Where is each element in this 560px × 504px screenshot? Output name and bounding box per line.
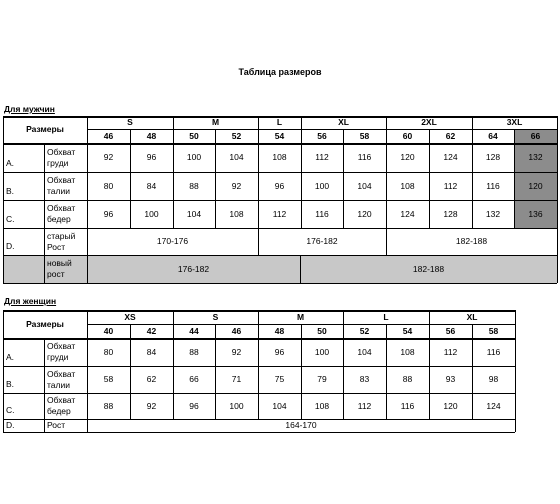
measurement-value: 116 bbox=[400, 400, 415, 411]
size-number: 62 bbox=[445, 130, 456, 141]
measurement-value: 66 bbox=[189, 374, 199, 385]
measurement-value: 124 bbox=[486, 400, 501, 411]
grid-line bbox=[87, 129, 557, 130]
size-group-s: S bbox=[212, 311, 219, 322]
measurement-value: 108 bbox=[400, 346, 415, 357]
size-group-s: S bbox=[127, 117, 133, 128]
measurement-value: 75 bbox=[274, 374, 285, 385]
measurement-value: 104 bbox=[357, 346, 372, 357]
row-label: старый Рост bbox=[47, 230, 76, 252]
size-group-xl: XL bbox=[338, 117, 349, 128]
row-letter: C. bbox=[6, 405, 15, 416]
measurement-value: 79 bbox=[317, 374, 327, 385]
grid-line bbox=[3, 393, 515, 394]
measurement-value: 116 bbox=[486, 180, 500, 191]
measurement-value: 100 bbox=[144, 208, 159, 219]
row-label: Обхват груди bbox=[47, 146, 76, 168]
height-range: 182-188 bbox=[455, 236, 488, 247]
measurement-value: 96 bbox=[189, 400, 199, 411]
height-range: 176-182 bbox=[177, 263, 210, 274]
grid-line bbox=[3, 310, 4, 432]
size-number: 42 bbox=[146, 325, 157, 336]
grid-line bbox=[301, 116, 302, 129]
measurement-value: 112 bbox=[443, 346, 458, 357]
grid-line bbox=[3, 419, 515, 420]
size-number: 58 bbox=[359, 130, 370, 141]
height-range: 182-188 bbox=[412, 263, 445, 274]
grid-line bbox=[429, 129, 430, 228]
row-letter: B. bbox=[6, 379, 15, 390]
grid-line bbox=[515, 310, 516, 432]
measurement-value: 100 bbox=[314, 346, 330, 357]
measurement-value: 116 bbox=[357, 152, 372, 163]
men-section-label: Для мужчин bbox=[4, 104, 55, 114]
measurement-value: 92 bbox=[231, 346, 242, 357]
grid-line bbox=[215, 324, 216, 419]
row-label: Обхват талии bbox=[47, 175, 76, 196]
size-group-l: L bbox=[276, 117, 283, 128]
grid-line bbox=[386, 129, 387, 228]
size-group-3xl: 3XL bbox=[506, 117, 523, 128]
measurement-value: 100 bbox=[186, 152, 202, 163]
measurement-value: 120 bbox=[400, 152, 415, 163]
grid-line bbox=[173, 310, 174, 324]
measurement-value: 112 bbox=[315, 152, 329, 163]
grid-line bbox=[514, 129, 515, 228]
grid-line bbox=[3, 338, 515, 340]
measurement-value: 71 bbox=[231, 374, 242, 385]
measurement-value: 88 bbox=[103, 400, 114, 411]
size-number: 40 bbox=[103, 325, 114, 336]
measurement-value: 128 bbox=[443, 208, 458, 219]
grid-line bbox=[3, 366, 515, 367]
measurement-value: 116 bbox=[486, 346, 501, 357]
size-number: 52 bbox=[359, 325, 370, 336]
row-letter: D. bbox=[6, 420, 15, 431]
measurement-value: 132 bbox=[485, 208, 501, 219]
row-label: Обхват бедер bbox=[47, 203, 76, 224]
measurement-value: 93 bbox=[445, 374, 456, 385]
row-label: Обхват талии bbox=[47, 368, 76, 390]
measurement-value: 96 bbox=[103, 208, 114, 219]
grid-line bbox=[87, 116, 88, 129]
size-number: 48 bbox=[274, 325, 285, 336]
grid-line bbox=[3, 310, 515, 312]
grid-line bbox=[87, 255, 88, 283]
grid-line bbox=[3, 116, 4, 283]
measurement-value: 88 bbox=[189, 180, 199, 191]
measurement-value: 80 bbox=[103, 180, 114, 191]
measurement-value: 108 bbox=[400, 180, 415, 191]
size-group-xs: XS bbox=[124, 311, 136, 322]
measurement-value: 84 bbox=[146, 346, 157, 357]
size-number: 56 bbox=[445, 325, 456, 336]
measurement-value: 100 bbox=[314, 180, 330, 191]
grid-line bbox=[44, 143, 45, 283]
measurement-value: 88 bbox=[402, 374, 413, 385]
row-letter: A. bbox=[6, 158, 15, 169]
grid-line bbox=[472, 324, 473, 419]
measurement-value: 84 bbox=[146, 180, 157, 191]
measurement-value: 92 bbox=[146, 400, 157, 411]
grid-line bbox=[3, 283, 557, 284]
row-letter: A. bbox=[6, 352, 15, 363]
page-title: Таблица размеров bbox=[238, 67, 322, 77]
grid-line bbox=[173, 129, 174, 228]
grid-line bbox=[429, 324, 430, 419]
measurement-value: 112 bbox=[272, 208, 287, 219]
size-number: 46 bbox=[231, 325, 242, 336]
grid-line bbox=[557, 116, 558, 283]
measurement-value: 120 bbox=[443, 400, 458, 411]
grid-line bbox=[258, 310, 259, 324]
size-number: 52 bbox=[231, 130, 242, 141]
measurement-value: 58 bbox=[103, 374, 114, 385]
measurement-value: 83 bbox=[359, 374, 370, 385]
size-number: 54 bbox=[274, 130, 285, 141]
measurement-value: 96 bbox=[146, 152, 157, 163]
row-label: Обхват бедер bbox=[47, 395, 76, 416]
measurement-value: 104 bbox=[186, 208, 202, 219]
grid-line bbox=[472, 129, 473, 228]
header-label: Размеры bbox=[26, 124, 64, 135]
size-number: 64 bbox=[488, 130, 498, 141]
measurement-value: 120 bbox=[514, 172, 557, 200]
size-number: 54 bbox=[402, 325, 413, 336]
women-section-label: Для женщин bbox=[4, 296, 57, 306]
row-label: новый рост bbox=[47, 258, 72, 279]
grid-line bbox=[173, 116, 174, 129]
measurement-value: 100 bbox=[229, 400, 244, 411]
measurement-value: 96 bbox=[274, 180, 285, 191]
size-number: 50 bbox=[189, 130, 199, 141]
size-group-m: M bbox=[296, 311, 305, 322]
row-label: Рост bbox=[47, 420, 66, 431]
grid-line bbox=[386, 324, 387, 419]
measurement-value: 62 bbox=[146, 374, 157, 385]
grid-line bbox=[87, 310, 88, 324]
size-number: 46 bbox=[103, 130, 114, 141]
grid-line bbox=[173, 324, 174, 419]
measurement-value: 88 bbox=[189, 346, 199, 357]
grid-line bbox=[258, 324, 259, 419]
measurement-value: 136 bbox=[514, 200, 557, 228]
height-range: 164-170 bbox=[285, 420, 317, 431]
size-number: 58 bbox=[488, 325, 499, 336]
measurement-value: 108 bbox=[272, 152, 287, 163]
measurement-value: 96 bbox=[274, 346, 285, 357]
measurement-value: 112 bbox=[443, 180, 458, 191]
grid-line bbox=[87, 129, 88, 228]
measurement-value: 108 bbox=[314, 400, 330, 411]
measurement-value: 104 bbox=[229, 152, 244, 163]
grid-line bbox=[44, 338, 45, 432]
grid-line bbox=[258, 116, 259, 129]
size-group-2xl: 2XL bbox=[421, 117, 437, 128]
row-label: Обхват груди bbox=[47, 341, 76, 362]
grid-line bbox=[87, 324, 88, 419]
grid-line bbox=[429, 310, 430, 324]
measurement-value: 98 bbox=[488, 374, 499, 385]
grid-line bbox=[386, 116, 387, 129]
grid-line bbox=[130, 324, 131, 419]
measurement-value: 116 bbox=[315, 208, 329, 219]
measurement-value: 104 bbox=[357, 180, 372, 191]
height-range: 170-176 bbox=[156, 236, 189, 247]
size-number: 48 bbox=[146, 130, 157, 141]
grid-line bbox=[130, 129, 131, 228]
grid-line bbox=[258, 228, 259, 255]
row-letter: D. bbox=[6, 241, 15, 252]
grid-line bbox=[3, 432, 515, 433]
row-letter: B. bbox=[6, 186, 15, 197]
size-group-m: M bbox=[211, 117, 220, 128]
measurement-value: 120 bbox=[357, 208, 372, 219]
grid-line bbox=[343, 129, 344, 228]
size-number: 50 bbox=[317, 325, 327, 336]
grid-line bbox=[301, 129, 302, 228]
measurement-value: 108 bbox=[229, 208, 244, 219]
grid-line bbox=[472, 116, 473, 129]
measurement-value: 128 bbox=[485, 152, 501, 163]
size-group-xl: XL bbox=[466, 311, 478, 322]
grid-line bbox=[386, 228, 387, 255]
grid-line bbox=[300, 255, 301, 283]
size-group-l: L bbox=[383, 311, 389, 322]
grid-line bbox=[258, 129, 259, 228]
measurement-value: 124 bbox=[443, 152, 458, 163]
grid-line bbox=[301, 324, 302, 419]
header-label: Размеры bbox=[26, 318, 64, 329]
measurement-value: 92 bbox=[231, 180, 242, 191]
size-number: 56 bbox=[317, 130, 327, 141]
grid-line bbox=[215, 129, 216, 228]
measurement-value: 124 bbox=[400, 208, 415, 219]
grid-line bbox=[87, 228, 88, 255]
measurement-value: 80 bbox=[103, 346, 114, 357]
grid-line bbox=[343, 310, 344, 324]
measurement-value: 104 bbox=[272, 400, 287, 411]
measurement-value: 132 bbox=[514, 143, 557, 172]
size-number: 66 bbox=[514, 129, 557, 143]
size-number: 44 bbox=[189, 325, 199, 336]
measurement-value: 112 bbox=[357, 400, 372, 411]
row-letter: C. bbox=[6, 214, 15, 225]
size-number: 60 bbox=[402, 130, 413, 141]
measurement-value: 92 bbox=[103, 152, 114, 163]
grid-line bbox=[343, 324, 344, 419]
height-range: 176-182 bbox=[306, 236, 338, 247]
grid-line bbox=[87, 419, 88, 432]
